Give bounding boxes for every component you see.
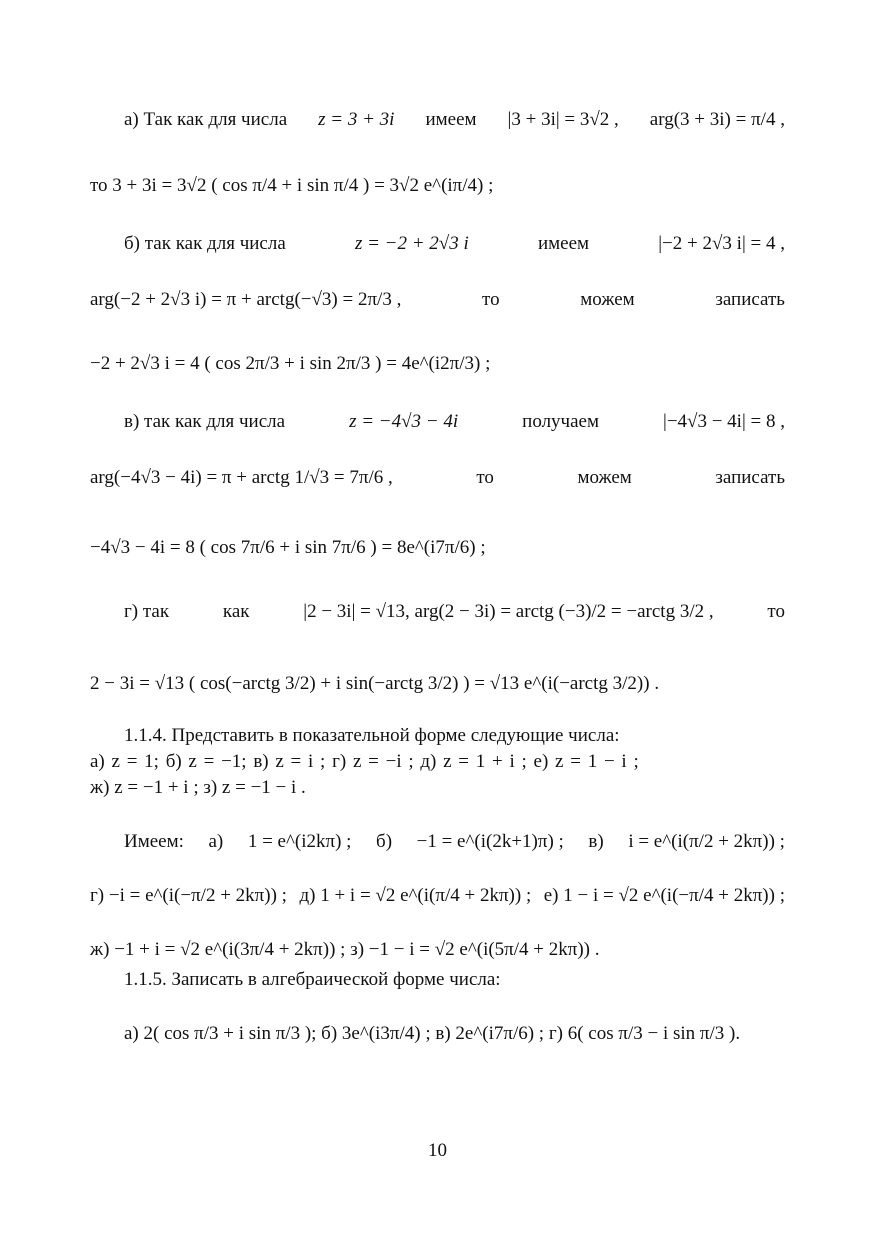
b1-text: б) так как для числа <box>124 233 286 254</box>
line-c2 <box>90 466 785 490</box>
ans1-a: а) <box>208 831 224 852</box>
d1-then: то <box>767 601 785 622</box>
a1-abs: |3 + 3i| = 3√2 , <box>507 109 619 130</box>
answer-line-1 <box>124 830 785 854</box>
line-a2: то 3 + 3i = 3√2 ( cos π/4 + i sin π/4 ) = 3√2 e^(iπ/4) ; <box>90 175 494 196</box>
c1-text: в) так как для числа <box>124 411 286 432</box>
problem-1-1-5-items: а) 2( cos π/3 + i sin π/3 ); б) 3e^(i3π/4) ; в) 2e^(i7π/6) ; г) 6( cos π/3 − i sin π/3 ). <box>124 1023 741 1044</box>
ans2-e: е) 1 − i = √2 e^(i(−π/4 + 2kπ)) ; <box>543 885 785 906</box>
b2-can: можем <box>580 289 635 310</box>
ans2-g: г) −i = e^(i(−π/2 + 2kπ)) ; <box>90 885 287 906</box>
c1-get: получаем <box>522 411 600 432</box>
problem-1-1-4-title: 1.1.4. Представить в показательной форме следующие числа: <box>124 725 620 746</box>
ans1-b-expr: −1 = e^(i(2k+1)π) ; <box>416 831 564 852</box>
line-d2: 2 − 3i = √13 ( cos(−arctg 3/2) + i sin(−arctg 3/2) ) = √13 e^(i(−arctg 3/2)) . <box>90 673 660 694</box>
line-b1 <box>124 232 785 256</box>
b1-z: z = −2 + 2√3 i <box>354 233 469 254</box>
d1-text: г) так <box>124 601 170 622</box>
answer-line-3: ж) −1 + i = √2 e^(i(3π/4 + 2kπ)) ; з) −1 − i = √2 e^(i(5π/4 + 2kπ)) . <box>90 939 600 960</box>
c2-write: записать <box>715 467 785 488</box>
problem-1-1-5-title: 1.1.5. Записать в алгебраической форме числа: <box>124 969 501 990</box>
line-c3: −4√3 − 4i = 8 ( cos 7π/6 + i sin 7π/6 ) = 8e^(i7π/6) ; <box>90 537 486 558</box>
line-c1 <box>124 410 785 434</box>
c2-arg: arg(−4√3 − 4i) = π + arctg 1/√3 = 7π/6 , <box>90 467 393 488</box>
line-d1 <box>124 600 785 624</box>
ans1-b: б) <box>376 831 393 852</box>
a1-text: а) Так как для числа <box>124 109 288 130</box>
a1-z: z = 3 + 3i <box>318 109 395 130</box>
line-b3: −2 + 2√3 i = 4 ( cos 2π/3 + i sin 2π/3 ) = 4e^(i2π/3) ; <box>90 353 491 374</box>
ans1-c: в) <box>588 831 604 852</box>
c2-then: то <box>476 467 494 488</box>
ans1-c-expr: i = e^(i(π/2 + 2kπ)) ; <box>628 831 785 852</box>
a1-arg: arg(3 + 3i) = π/4 , <box>649 109 785 130</box>
b1-abs: |−2 + 2√3 i| = 4 , <box>658 233 785 254</box>
a1-have: имеем <box>425 109 477 130</box>
c1-abs: |−4√3 − 4i| = 8 , <box>663 411 785 432</box>
line-b2 <box>90 288 785 312</box>
d1-as: как <box>222 601 250 622</box>
b2-write: записать <box>715 289 785 310</box>
d1-expr: |2 − 3i| = √13, arg(2 − 3i) = arctg (−3)/2 = −arctg 3/2 , <box>303 601 714 622</box>
answer-line-2 <box>90 884 785 908</box>
c1-z: z = −4√3 − 4i <box>349 411 459 432</box>
b1-have: имеем <box>537 233 590 254</box>
line-a1 <box>124 108 785 132</box>
b2-arg: arg(−2 + 2√3 i) = π + arctg(−√3) = 2π/3 , <box>90 289 402 310</box>
ans2-d: д) 1 + i = √2 e^(i(π/4 + 2kπ)) ; <box>299 885 532 906</box>
problem-1-1-4-items-2: ж) z = −1 + i ; з) z = −1 − i . <box>90 777 306 798</box>
ans1-a-expr: 1 = e^(i2kπ) ; <box>247 831 352 852</box>
page-number: 10 <box>428 1140 447 1161</box>
c2-can: можем <box>577 467 632 488</box>
ans1-have: Имеем: <box>124 831 184 852</box>
b2-then: то <box>482 289 500 310</box>
problem-1-1-4-items: а) z = 1; б) z = −1; в) z = i ; г) z = −i ; д) z = 1 + i ; е) z = 1 − i ; <box>90 751 639 772</box>
